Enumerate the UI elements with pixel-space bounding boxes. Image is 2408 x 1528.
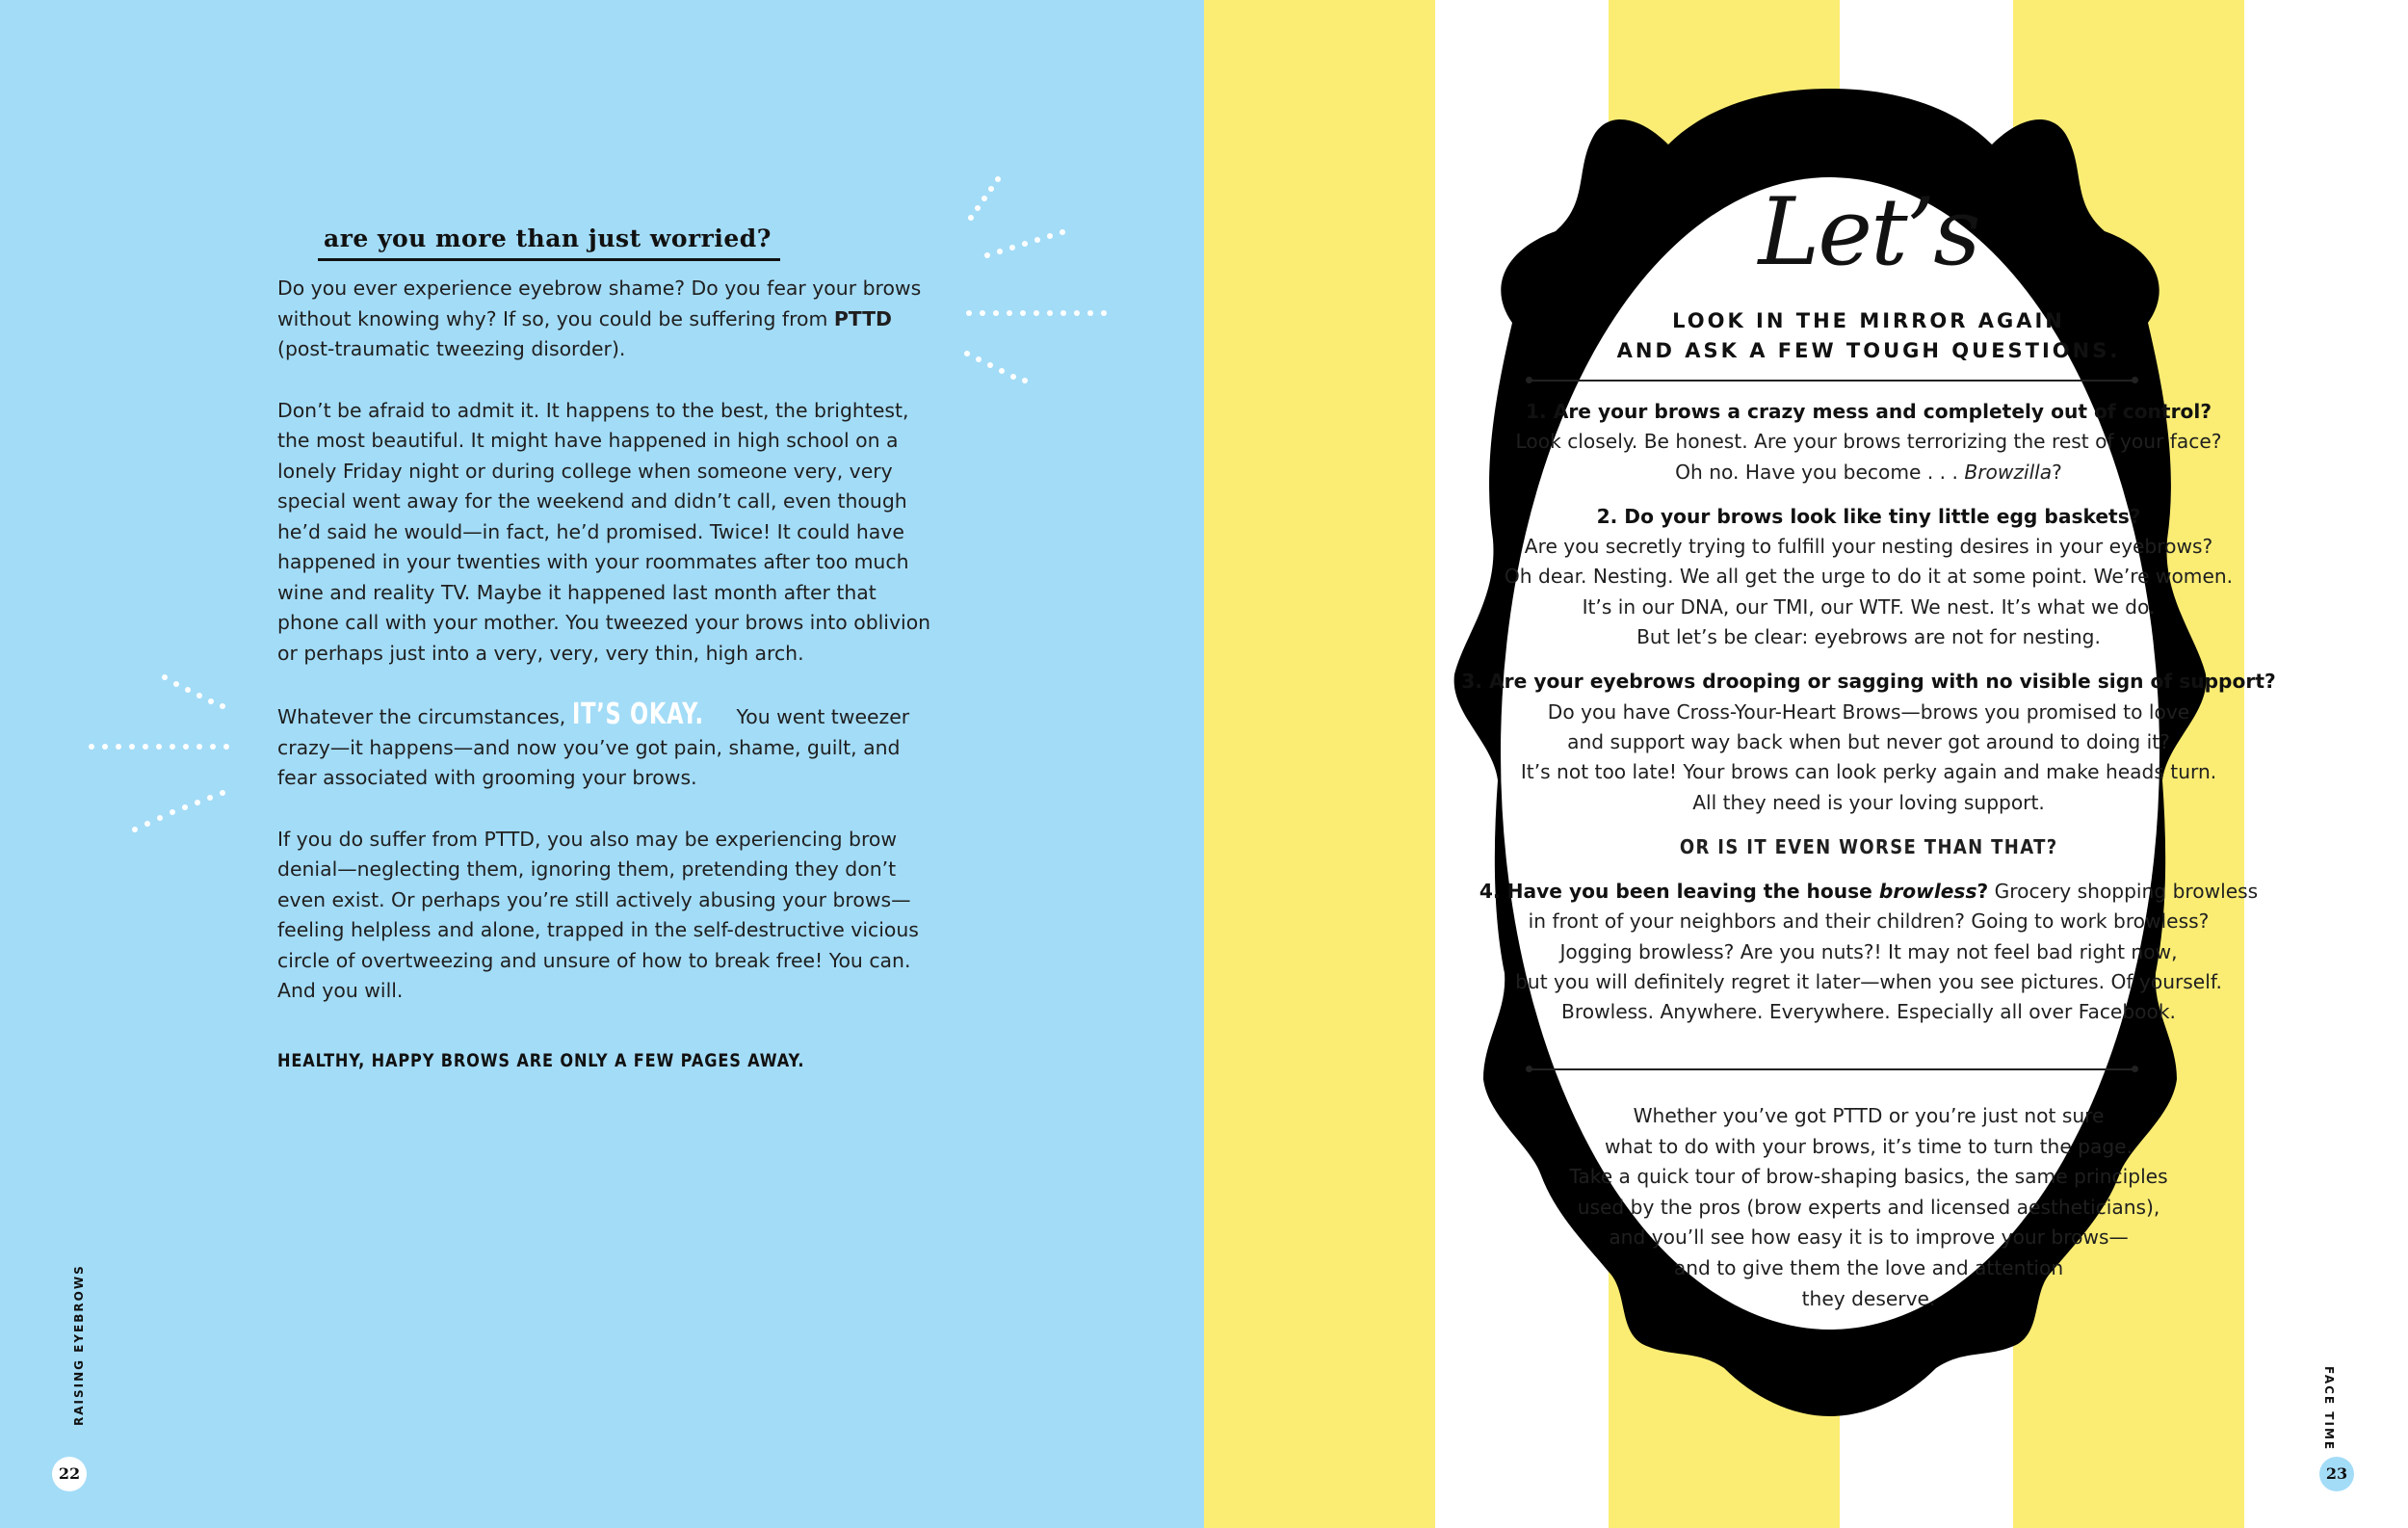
question-4-line-4: but you will definitely regret it later—when you see pictures. Of yourself. [1515,970,2222,994]
heading-underline [318,258,780,261]
question-1-line-2 [1445,458,2292,487]
q4-heading-a: 4. Have you been leaving the house [1479,880,1879,904]
q4-line-1-rest: Grocery shopping browless [1988,880,2259,904]
outro-line-4: used by the pros (brow experts and licensed aestheticians), [1577,1195,2160,1219]
mirror-subtitle [1445,306,2292,366]
question-4-line-3: Jogging browless? Are you nuts?! It may not feel bad right now, [1559,939,2178,963]
divider-top-dot-left [1526,377,1532,383]
question-1-line-1: Look closely. Be honest. Are your brows terrorizing the rest of your face? [1515,430,2222,454]
p1-pttd: PTTD [833,306,892,330]
question-2-line-4: But let’s be clear: eyebrows are not for nesting. [1636,625,2101,649]
question-4 [1445,877,2292,1027]
question-2-line-1: Are you secretly trying to fulfill your nesting desires in your eyebrows? [1524,535,2213,559]
question-1 [1445,397,2292,487]
outro-text [1445,1101,2292,1314]
subtitle-line-2: AND ASK A FEW TOUGH QUESTIONS. [1616,339,2121,362]
outro-line-2: what to do with your brows, it’s time to turn the page. [1604,1134,2133,1158]
burst-top-right [964,176,1107,383]
p1-text-b: (post-traumatic tweezing disorder). [277,337,626,360]
worse-callout-row [1445,832,2292,862]
p3-text-b: You went tweezer crazy—it happens—and now you’ve got pain, shame, guilt, and fear associated with grooming your brows. [277,705,910,789]
worse-callout: OR IS IT EVEN WORSE THAN THAT? [1679,834,2058,858]
running-head-right: FACE TIME [2322,1366,2336,1452]
subtitle-line-1: LOOK IN THE MIRROR AGAIN [1672,309,2065,332]
section-heading: are you more than just worried? [324,224,772,252]
p1-text-a: Do you ever experience eyebrow shame? Do you fear your brows without knowing why? If so, you could be suffering from [277,277,922,330]
q4-heading-b: ? [1976,880,1989,904]
p3-text-a: Whatever the circumstances, [277,705,572,728]
question-2 [1445,502,2292,652]
questions-block [1445,397,2292,1028]
question-4-line-1 [1445,877,2292,907]
divider-bottom [1529,1068,2135,1070]
its-okay-callout: IT’S OKAY. [571,698,704,731]
q1-last-a: Oh no. Have you become . . . [1675,460,1965,484]
paragraph-3 [277,699,942,794]
paragraph-1 [277,274,942,365]
outro-line-3: Take a quick tour of brow-shaping basics, the same principles [1569,1165,2168,1189]
body-text [277,274,942,1038]
page-number-right: 23 [2319,1457,2354,1491]
question-2-heading: 2. Do your brows look like tiny little egg baskets? [1596,504,2141,528]
outro-line-6: and to give them the love and attention [1673,1255,2064,1279]
question-3-line-3: It’s not too late! Your brows can look perky again and make heads turn. [1520,760,2217,784]
question-4-line-2: in front of your neighbors and their children? Going to work browless? [1528,909,2210,934]
closing-line: HEALTHY, HAPPY BROWS ARE ONLY A FEW PAGES AWAY. [277,1050,805,1071]
question-2-line-3: It’s in our DNA, our TMI, our WTF. We nest. It’s what we do. [1582,594,2156,619]
burst-left [89,674,229,832]
paragraph-2: Don’t be afraid to admit it. It happens to the best, the brightest, the most beautiful. It might have happened in high school on a lonely Friday night or during college when someone very, very special went away for the weekend and didn’t call, even though he’d said he would—in fact, he’d promised. Twice! It could have happened in your twenties with your roommates after too much wine and reality TV. Maybe it happened last month after that phone call with your mother. You tweezed your brows into oblivion or perhaps just into a very, very, very thin, high arch. [277,398,931,665]
outro-line-7: they deserve. [1801,1286,1936,1310]
outro-line-1: Whether you’ve got PTTD or you’re just not sure [1633,1104,2105,1127]
question-3-line-4: All they need is your loving support. [1692,790,2045,814]
question-3-line-1: Do you have Cross-Your-Heart Brows—brows you promised to love [1547,699,2190,724]
q1-last-b: ? [2052,460,2062,484]
question-3-heading: 3. Are your eyebrows drooping or sagging with no visible sign of support? [1461,670,2276,694]
q4-browless: browless [1878,880,1977,904]
question-3 [1445,667,2292,817]
lets-script-title: Let’s [1758,178,1979,286]
outro-line-5: and you’ll see how easy it is to improve your brows— [1609,1225,2129,1250]
divider-top-dot-right [2132,377,2138,383]
right-page [1204,0,2408,1528]
running-head-left: RAISING EYEBROWS [72,1264,86,1426]
question-1-heading: 1. Are your brows a crazy mess and completely out of control? [1525,400,2212,423]
divider-bottom-dot-left [1526,1066,1532,1072]
question-3-line-2: and support way back when but never got around to doing it? [1567,729,2170,753]
divider-top [1529,380,2135,382]
question-4-line-5: Browless. Anywhere. Everywhere. Especially all over Facebook. [1561,1000,2176,1024]
divider-bottom-dot-right [2132,1066,2138,1072]
question-2-line-2: Oh dear. Nesting. We all get the urge to do it at some point. We’re women. [1504,565,2234,589]
page-number-left: 22 [52,1457,87,1491]
q1-browzilla: Browzilla [1964,460,2053,484]
paragraph-4: If you do suffer from PTTD, you also may be experiencing brow denial—neglecting them, ignoring them, pretending they don’t even exist. Or perhaps you’re still actively abusing your brows—feeling helpless and alone, trapped in the self-destructive vicious circle of overtweezing and unsure of how to break free! You can. And you will. [277,827,919,1002]
